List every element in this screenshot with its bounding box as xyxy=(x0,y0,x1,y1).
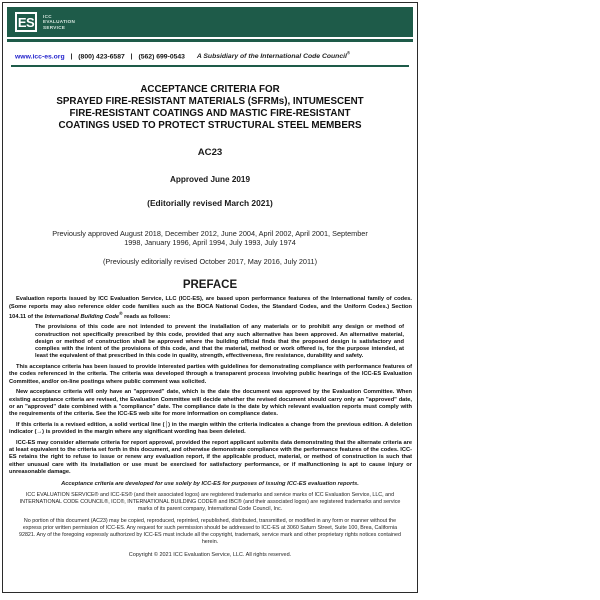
copyright-line: Copyright © 2021 ICC Evaluation Service, LLC. All rights reserved. xyxy=(128,551,292,558)
ibc-italic-title: International Building Code xyxy=(44,313,119,320)
title-line: ACCEPTANCE CRITERIA FOR xyxy=(140,84,280,96)
header-divider xyxy=(11,65,409,67)
phone-number-2: (562) 699-0543 xyxy=(138,53,185,61)
title-line: COATINGS USED TO PROTECT STRUCTURAL STEEL MEMBERS xyxy=(58,120,362,132)
website-link[interactable]: www.icc-es.org xyxy=(15,53,65,61)
previously-revised-dates: (Previously editorially revised October 2017, May 2016, July 2011) xyxy=(102,257,317,267)
preface-paragraph-3: This acceptance criteria has been issued to provide interested parties with guidelines for demonstrating compliance with performance features of the codes referenced in the criteria. The criteria was developed through a transparent process involving public hearings of the ICC-ES Evaluation Committee, and/or on-line postings where public comment was solicited. xyxy=(9,364,412,385)
preface-paragraph-5: If this criteria is a revised edition, a solid vertical line (│) in the margin within the criteria indicates a change from the previous edition. A deletion indicator (→) is provided in the margin where any significant wording has been deleted. xyxy=(9,421,412,436)
banner-accent-strip xyxy=(7,39,413,42)
title-line: FIRE-RESISTANT COATINGS AND MASTIC FIRE-RESISTANT xyxy=(69,108,351,120)
preface-paragraph-6: ICC-ES may consider alternate criteria for report approval, provided the report applicant submits data demonstrating that the alternate criteria are at least equivalent to the criteria set forth in this document, and otherwise demonstrate compliance with the performance features of the codes. ICC-ES retains the right to refuse to issue or renew any evaluation report, if the applicable product, material, or method of construction is such that either unusual care with its installation or use must be exercised for satisfactory performance, or if malfunctioning is apt to cause injury or unreasonable damage. xyxy=(9,439,412,475)
preface-heading: PREFACE xyxy=(182,279,238,292)
use-statement: Acceptance criteria are developed for use solely by ICC-ES for purposes of issuing ICC-ES evaluation reports. xyxy=(61,481,359,488)
header-banner xyxy=(7,7,413,37)
document-title xyxy=(3,84,417,132)
editorially-revised-date: (Editorially revised March 2021) xyxy=(147,198,273,209)
registered-mark: ® xyxy=(119,311,123,317)
approved-date: Approved June 2019 xyxy=(169,175,251,185)
preface-paragraph-4: New acceptance criteria will only have an "approved" date, which is the date the document was approved by the Evaluation Committee. When existing acceptance criteria are revised, the Evaluation Committee will decide whether the revised document should carry only an "approved" date, or an "approved" date combined with a "compliance" date. The compliance date is the date by which relevant evaluation reports must comply with the requirements of the criteria. See the ICC-ES web site for more information on compliance dates. xyxy=(9,389,412,418)
preface-paragraph-1: Evaluation reports issued by ICC Evaluation Service, LLC (ICC-ES), are based upon performance features of the International family of codes. (Some reports may also reference older code families such as the BOCA National Codes, the Standard Codes, and the Uniform Codes.) Section 104.11 of the International Building Code® reads as follows: xyxy=(9,296,412,320)
logo-es-text: ES xyxy=(17,14,35,30)
document-page xyxy=(2,2,418,593)
code-blockquote: The provisions of this code are not intended to prevent the installation of any materials or to prohibit any design or method of construction not specifically prescribed by this code, provided that any such alternative has been approved. An alternative material, design or method of construction shall be approved where the building official finds that the proposed design is satisfactory and complies with the intent of the provisions of this code, and that the material, method or work offered is, for the purpose intended, at least the equivalent of that prescribed in this code in quality, strength, effectiveness, fire resistance, durability and safety. xyxy=(35,324,404,360)
separator: | xyxy=(130,53,133,61)
logo-org-name xyxy=(43,14,75,30)
doc-number: AC23 xyxy=(197,147,223,159)
title-line: SPRAYED FIRE-RESISTANT MATERIALS (SFRMs), INTUMESCENT xyxy=(56,96,364,108)
separator: | xyxy=(70,53,73,61)
logo-org-line: EVALUATION xyxy=(43,19,76,25)
registered-mark: ® xyxy=(346,51,350,56)
logo-org-line: ICC xyxy=(43,14,52,19)
permissions-notice: No portion of this document (AC23) may be copied, reproduced, reprinted, republished, distributed, transmitted, or modified in any form or manner without the express prior written permission of ICC-ES. Any request for such permission should be addressed to ICC-ES at 3060 Saturn Street, Suite 100, Brea, California 92821. Any of the foregoing expressly authorized by ICC-ES must include all the copyright, trademark, service mark and other proprietary rights notices contained herein. xyxy=(19,517,401,545)
preface-body xyxy=(9,296,412,476)
phone-number-1: (800) 423-6587 xyxy=(78,53,125,61)
subsidiary-text: A Subsidiary of the International Code Council® xyxy=(196,51,350,61)
previously-approved-dates: Previously approved August 2018, December 2012, June 2004, April 2002, April 2001, September 1998, January 1996, April 1994, July 1993, July 1974 xyxy=(52,229,368,248)
trademark-notice: ICC EVALUATION SERVICE® and ICC-ES® (and their associated logos) are registered trademarks and service marks of ICC Evaluation Service, LLC, and INTERNATIONAL CODE COUNCIL®, ICC®, INTERNATIONAL BUILDING CODE® and IBC® (and their associated logos) are registered trademarks and service marks of its parent company, International Code Council, Inc. xyxy=(19,492,401,512)
icc-es-logo xyxy=(15,12,37,32)
contact-bar xyxy=(15,51,407,60)
logo-org-line: SERVICE xyxy=(43,24,66,30)
